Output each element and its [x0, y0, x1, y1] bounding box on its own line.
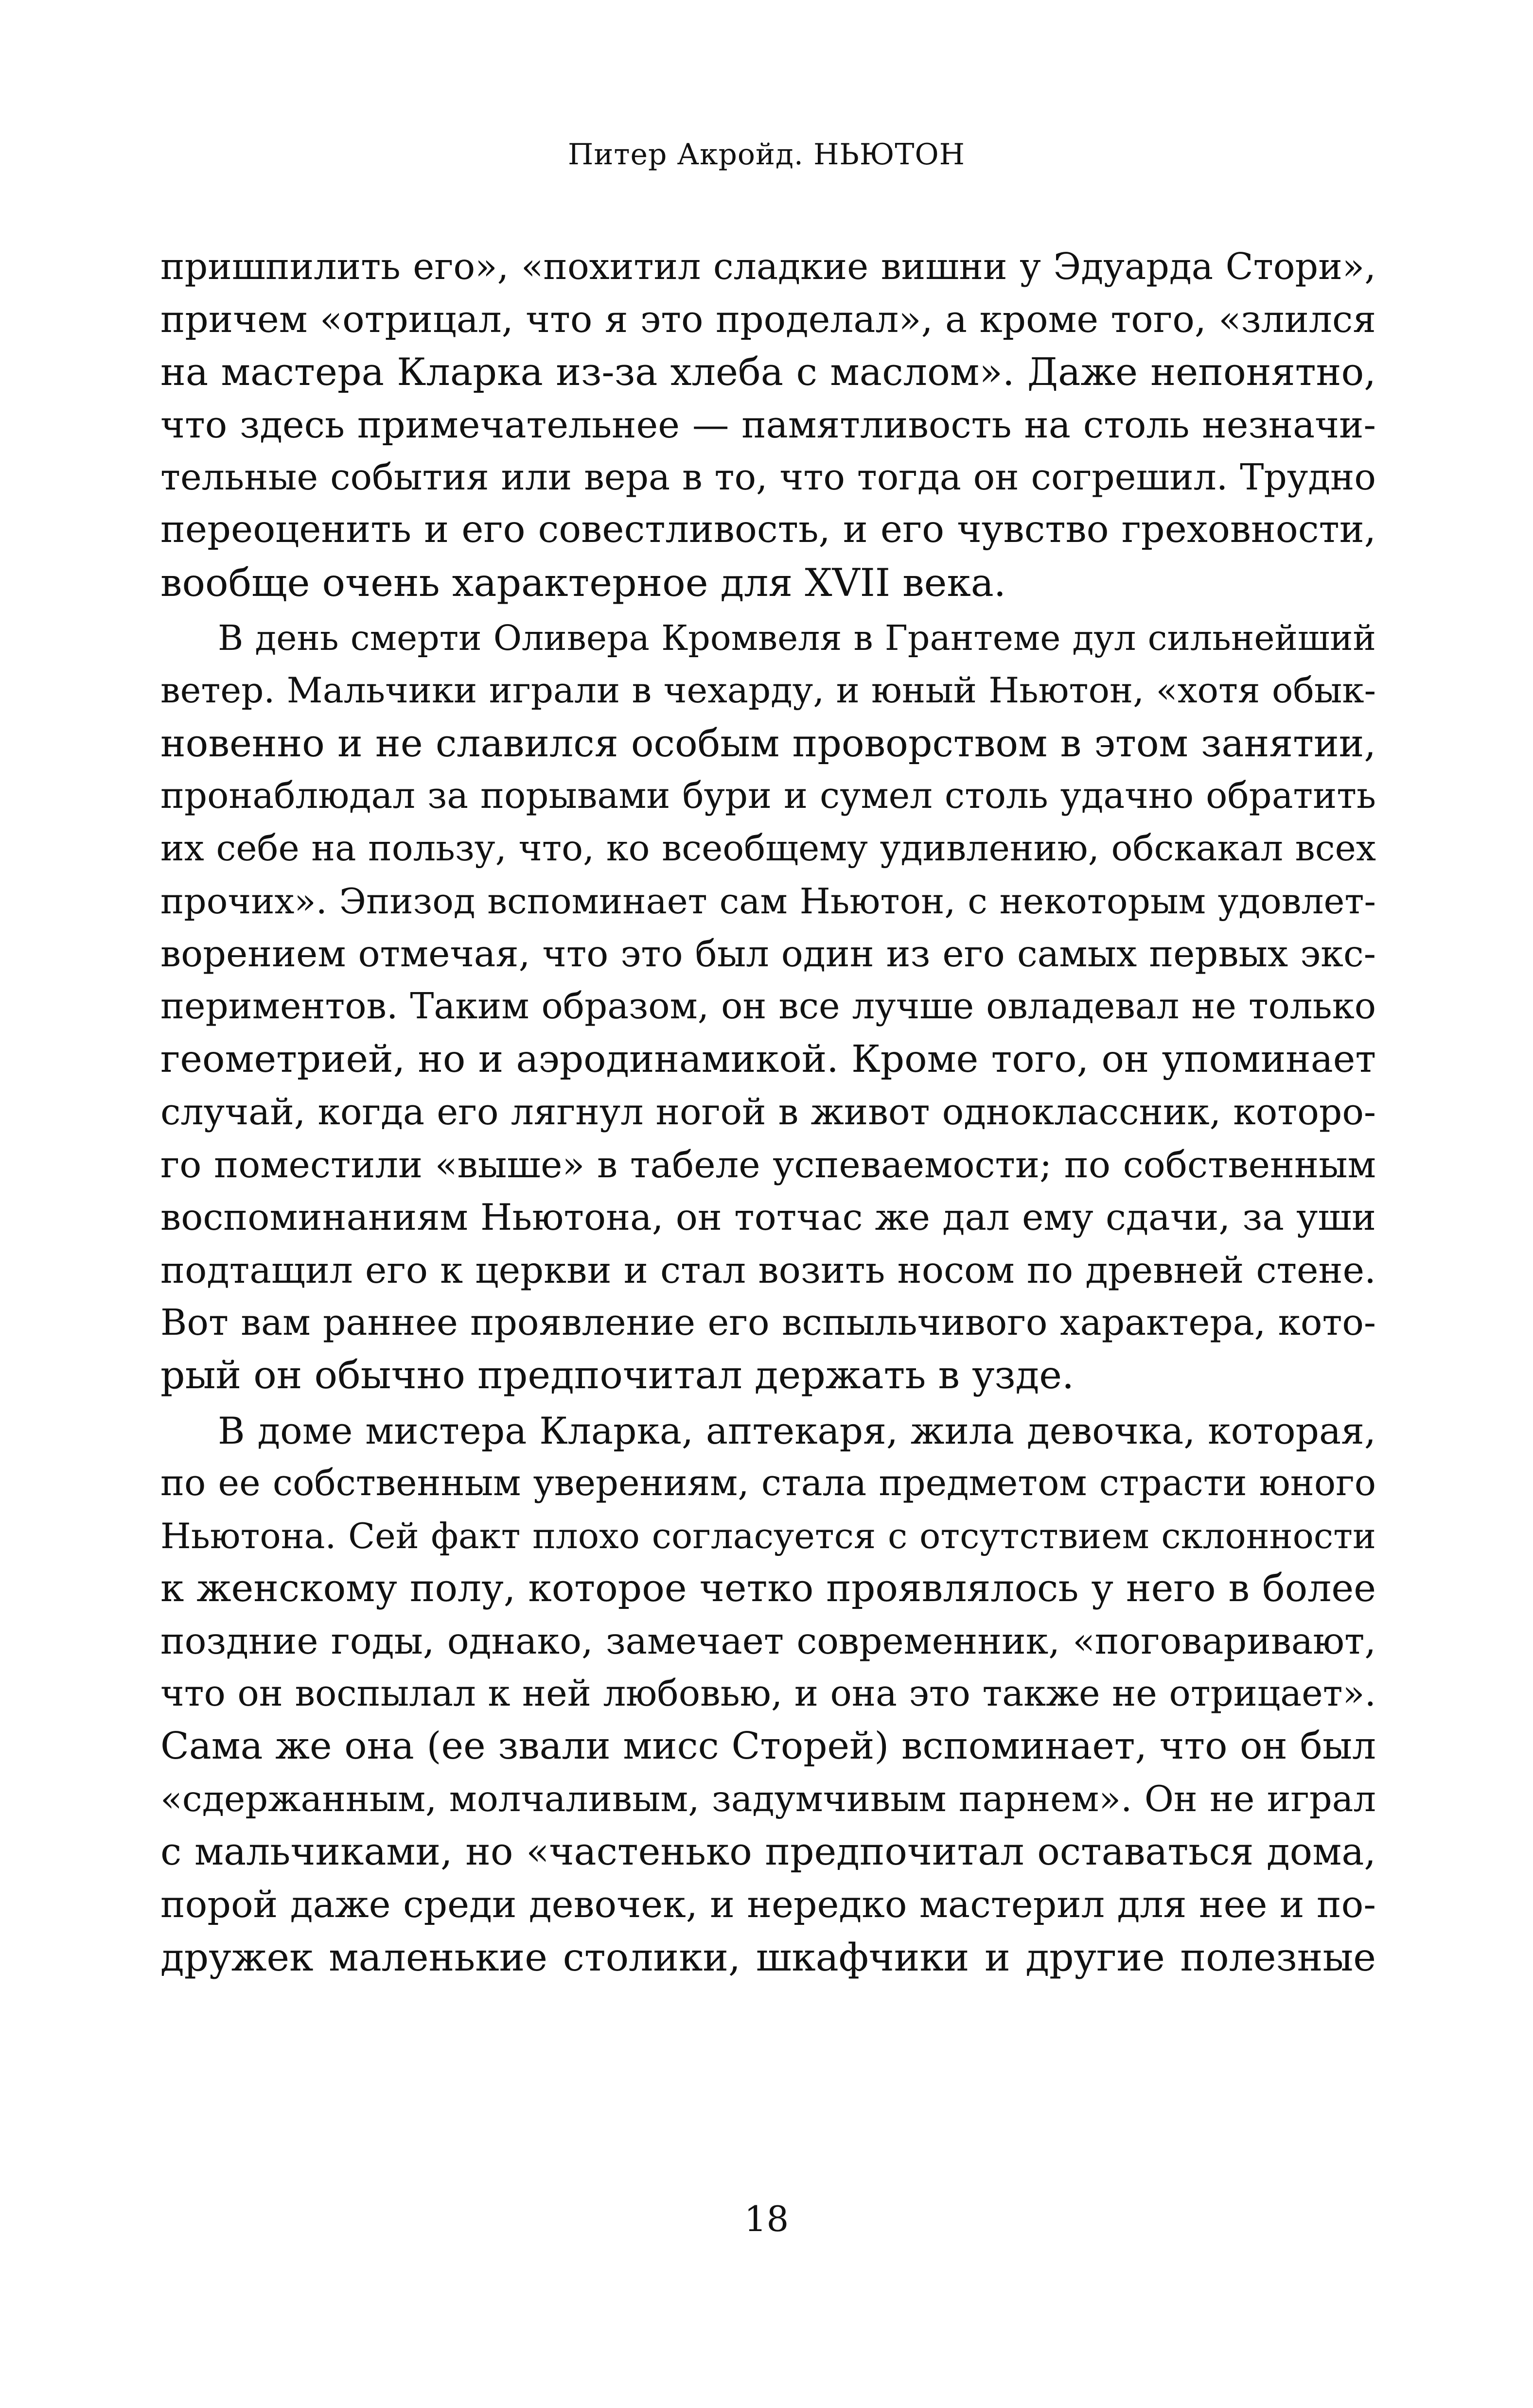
- paragraph: [160, 241, 1376, 609]
- text-line: что здесь примечательнее — памятливость на столь незначи-: [160, 403, 1376, 446]
- text-line: вообще очень характерное для XVII века.: [160, 560, 1006, 605]
- text-line: пришпилить его», «похитил сладкие вишни у Эдуарда Стори»,: [160, 245, 1376, 288]
- text-line: с мальчиками, но «частенько предпочитал оставаться дома,: [160, 1830, 1376, 1874]
- text-line: пронаблюдал за порывами бури и сумел столь удачно обратить: [160, 775, 1376, 817]
- text-line: переоценить и его совестливость, и его чувство греховности,: [160, 508, 1376, 552]
- text-line: Ньютона. Сей факт плохо согласуется с отсутствием склонности: [160, 1516, 1376, 1557]
- page-number: 18: [744, 2199, 789, 2239]
- text-line: прочих». Эпизод вспоминает сам Ньютон, с некоторым удовлет-: [160, 881, 1376, 922]
- text-line: воспоминаниям Ньютона, он тотчас же дал ему сдачи, за уши: [160, 1196, 1376, 1239]
- body-text: [160, 241, 1376, 1984]
- text-line: новенно и не славился особым проворством в этом занятии,: [160, 721, 1376, 766]
- text-line: к женскому полу, которое четко проявлялось у него в более: [160, 1567, 1376, 1611]
- text-line: по ее собственным уверениям, стала предметом страсти юного: [160, 1462, 1376, 1504]
- text-line: поздние годы, однако, замечает современник, «поговаривают,: [160, 1620, 1376, 1662]
- text-line: дружек маленькие столики, шкафчики и другие полезные: [160, 1935, 1376, 1980]
- text-line: «сдержанным, молчаливым, задумчивым парнем». Он не играл: [160, 1778, 1376, 1820]
- text-line: порой даже среди девочек, и нередко мастерил для нее и по-: [160, 1883, 1376, 1926]
- text-line: подтащил его к церкви и стал возить носом по древней стене.: [160, 1248, 1376, 1291]
- text-line: их себе на пользу, что, ко всеобщему удивлению, обскакал всех: [160, 828, 1376, 870]
- paragraph: [160, 612, 1376, 1401]
- text-line: геометрией, но и аэродинамикой. Кроме того, он упоминает: [160, 1037, 1376, 1082]
- text-line: Вот вам раннее проявление его вспыльчивого характера, кото-: [160, 1301, 1376, 1344]
- text-line: периментов. Таким образом, он все лучше овладевал не только: [160, 986, 1376, 1028]
- text-line: В доме мистера Кларка, аптекаря, жила девочка, которая,: [218, 1409, 1376, 1452]
- text-line: случай, когда его лягнул ногой в живот одноклассник, которо-: [160, 1091, 1376, 1133]
- text-line: причем «отрицал, что я это проделал», а кроме того, «злился: [160, 298, 1376, 341]
- paragraph: [160, 1405, 1376, 1984]
- text-line: Сама же она (ее звали мисс Сторей) вспоминает, что он был: [160, 1725, 1376, 1768]
- text-line: что он воспылал к ней любовью, и она это также не отрицает».: [160, 1673, 1376, 1715]
- running-head: Питер Акройд. НЬЮТОН: [568, 138, 965, 172]
- text-line: В день смерти Оливера Кромвеля в Грантеме дул сильнейший: [218, 618, 1376, 659]
- text-line: на мастера Кларка из-за хлеба с маслом». Даже непонятно,: [160, 350, 1376, 394]
- text-line: ворением отмечая, что это был один из его самых первых экс-: [160, 932, 1376, 975]
- text-line: го поместили «выше» в табеле успеваемости; по собственным: [160, 1143, 1376, 1187]
- text-line: тельные события или вера в то, что тогда он согрешил. Трудно: [160, 456, 1376, 499]
- text-line: рый он обычно предпочитал держать в узде.: [160, 1353, 1075, 1398]
- text-line: ветер. Мальчики играли в чехарду, и юный Ньютон, «хотя обык-: [160, 670, 1376, 712]
